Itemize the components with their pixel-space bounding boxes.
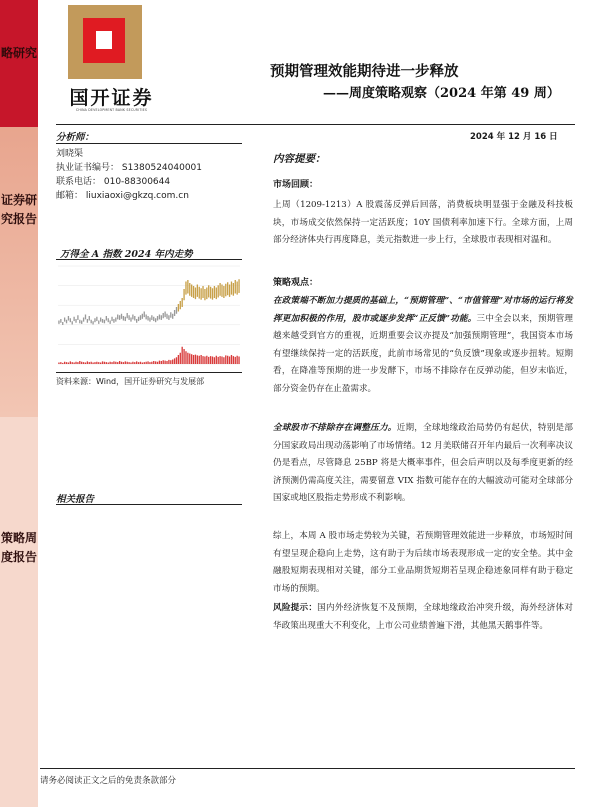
chart-mark-series-1 <box>233 283 234 296</box>
chart-mark-series-2 <box>161 361 162 364</box>
chart-mark-series-1 <box>218 285 219 297</box>
chart-mark-series-2 <box>149 362 150 364</box>
chart-mark-series-2 <box>170 360 171 364</box>
chart-source: 资料来源：Wind，国开证券研究与发展部 <box>56 377 205 386</box>
chart-mark-series-1 <box>127 313 128 318</box>
chart-mark-series-1 <box>96 317 97 321</box>
footer-disclaimer: 请务必阅读正文之后的免责条款部分 <box>40 776 177 786</box>
chart-mark-series-1 <box>176 307 177 314</box>
chart-mark-series-2 <box>157 362 158 364</box>
chart-mark-series-2 <box>136 361 137 364</box>
chart-mark-series-2 <box>187 353 188 364</box>
chart-mark-series-1 <box>75 319 76 323</box>
chart-mark-series-2 <box>83 362 84 364</box>
chart-mark-series-1 <box>208 285 209 297</box>
chart-mark-series-2 <box>119 361 120 364</box>
report-title: 预期管理效能期待进一步释放 <box>270 63 459 80</box>
chart-title: 万得全 A 指数 2024 年内走势 <box>60 249 193 260</box>
strategy-paragraph-1 <box>273 293 573 399</box>
chart-mark-series-2 <box>64 362 65 364</box>
chart-mark-series-2 <box>60 362 61 364</box>
chart-mark-series-2 <box>138 362 139 364</box>
chart-mark-series-2 <box>72 362 73 364</box>
chart-mark-series-2 <box>85 363 86 365</box>
chart-mark-series-1 <box>108 318 109 322</box>
chart-mark-series-1 <box>68 316 69 321</box>
logo-name: 国开证券 <box>69 87 154 109</box>
chart-mark-series-2 <box>109 362 110 364</box>
chart-mark-series-2 <box>185 351 186 364</box>
chart-mark-series-2 <box>155 361 156 364</box>
chart-mark-series-2 <box>151 362 152 364</box>
chart-mark-series-2 <box>238 357 239 365</box>
chart-mark-series-1 <box>140 315 141 320</box>
chart-mark-series-2 <box>68 363 69 365</box>
risk-label: 风险提示： <box>273 603 318 613</box>
chart-mark-series-2 <box>73 363 74 365</box>
chart-mark-series-1 <box>155 318 156 322</box>
chart-mark-series-1 <box>157 316 158 321</box>
chart-mark-series-1 <box>138 317 139 321</box>
chart-mark-series-1 <box>125 317 126 321</box>
chart-mark-series-1 <box>187 280 188 294</box>
chart-mark-series-2 <box>127 362 128 364</box>
chart-mark-series-2 <box>121 362 122 364</box>
chart-mark-series-1 <box>83 318 84 322</box>
chart-mark-series-1 <box>87 319 88 323</box>
chart-mark-series-2 <box>111 362 112 364</box>
chart-mark-series-1 <box>73 317 74 321</box>
chart-mark-series-2 <box>62 363 63 364</box>
chart-mark-series-2 <box>208 357 209 364</box>
chart-mark-series-1 <box>62 322 63 325</box>
report-subtitle: ——周度策略观察（2024 年第 49 周） <box>323 86 560 101</box>
chart-mark-series-1 <box>98 321 99 324</box>
chart-mark-series-2 <box>206 356 207 364</box>
sidebar-band-gradient <box>0 127 38 417</box>
chart-mark-series-2 <box>81 362 82 364</box>
chart-mark-series-1 <box>100 318 101 322</box>
chart-mark-series-1 <box>121 314 122 319</box>
chart-series-red <box>58 347 239 364</box>
chart-mark-series-2 <box>132 362 133 364</box>
chart-mark-series-1 <box>89 316 90 321</box>
chart-mark-series-1 <box>119 315 120 320</box>
report-date: 2024 年 12 月 16 日 <box>470 132 558 142</box>
chart-mark-series-2 <box>106 362 107 364</box>
chart-mark-series-1 <box>72 321 73 324</box>
chart-mark-series-1 <box>212 288 213 299</box>
chart-mark-series-2 <box>182 347 183 364</box>
chart-mark-series-2 <box>223 357 224 364</box>
strategy-p1-lead: 在政策端不断加力提质的基础上，“预期管理”、“市值管理”对市场的运行将发挥更加积极的作用，股市或逐步发挥“正反馈”功能。 <box>273 296 573 324</box>
risk-paragraph <box>273 600 573 635</box>
chart-mark-series-1 <box>189 283 190 296</box>
chart-mark-series-1 <box>159 315 160 320</box>
chart-mark-series-2 <box>216 356 217 364</box>
strategy-p1-text: 三中全会以来，预期管理越来越受到官方的重视，近期重要会议亦提及“加强预期管理”，我国资本市场有望继续保持一定的活跃度，此前市场常见的“负反馈”现象或逐步扭转。短期看，在降准等预期的进一步发酵下，市场不排除存在反弹动能，但岁末临近，部分资金仍存在止盈需求。 <box>273 313 573 394</box>
chart-mark-series-2 <box>218 357 219 364</box>
chart-mark-series-2 <box>94 362 95 364</box>
chart-mark-series-1 <box>195 288 196 300</box>
chart-mark-series-1 <box>227 282 228 295</box>
chart-mark-series-2 <box>210 356 211 364</box>
chart-mark-series-1 <box>81 321 82 324</box>
strategy-p2-lead: 全球股市不排除存在调整压力。 <box>273 423 397 433</box>
analyst-license: 执业证书编号： S1380524040001 <box>56 163 203 173</box>
chart-mark-series-2 <box>130 363 131 365</box>
strategy-label: 策略观点： <box>273 278 319 288</box>
risk-text: 国内外经济恢复不及预期，全球地缘政治冲突升级，海外经济体对华政策出现重大不利变化，上市公司业绩普遍下滑，其他黑天鹅事件等。 <box>273 603 573 631</box>
chart-mark-series-2 <box>77 362 78 364</box>
chart-mark-series-2 <box>144 362 145 364</box>
chart-mark-series-1 <box>193 286 194 298</box>
chart-mark-series-1 <box>153 317 154 321</box>
chart-bottom-divider <box>56 372 242 373</box>
chart-series-gray <box>58 279 239 325</box>
chart-mark-series-1 <box>149 318 150 322</box>
chart-mark-series-1 <box>216 288 217 300</box>
chart-mark-series-1 <box>151 315 152 320</box>
chart-mark-series-2 <box>202 356 203 364</box>
chart-mark-series-2 <box>235 357 236 364</box>
chart-mark-series-1 <box>206 288 207 300</box>
chart-mark-series-2 <box>70 361 71 364</box>
chart-mark-series-1 <box>182 298 183 307</box>
chart-mark-series-2 <box>79 361 80 364</box>
chart-mark-series-2 <box>236 356 237 364</box>
chart-mark-series-2 <box>200 355 201 364</box>
chart-mark-series-1 <box>223 286 224 298</box>
chart-mark-series-1 <box>111 317 112 321</box>
chart-mark-series-2 <box>113 361 114 364</box>
footer-divider <box>40 768 575 769</box>
chart-mark-series-2 <box>199 356 200 364</box>
chart-mark-series-1 <box>199 287 200 299</box>
chart-mark-series-2 <box>221 357 222 365</box>
chart-mark-series-1 <box>134 316 135 321</box>
chart-mark-series-2 <box>178 355 179 364</box>
analyst-name: 刘晓渠 <box>56 149 84 159</box>
chart-mark-series-2 <box>92 363 93 365</box>
chart-mark-series-1 <box>202 286 203 298</box>
logo-subtitle: CHINA DEVELOPMENT BANK SECURITIES <box>75 108 148 112</box>
chart-mark-series-2 <box>219 356 220 364</box>
chart-mark-series-1 <box>130 318 131 322</box>
chart-mark-series-1 <box>113 319 114 323</box>
chart-mark-series-1 <box>85 315 86 320</box>
chart-mark-series-1 <box>92 321 93 324</box>
chart-mark-series-2 <box>172 360 173 365</box>
content-heading: 内容提要： <box>273 153 326 165</box>
chart-mark-series-1 <box>166 314 167 319</box>
chart-mark-series-2 <box>128 362 129 364</box>
chart-mark-series-1 <box>164 312 165 318</box>
chart-mark-series-1 <box>200 288 201 299</box>
company-logo <box>65 5 158 111</box>
chart-mark-series-2 <box>140 362 141 364</box>
sidebar-band-red <box>0 0 38 127</box>
chart-mark-series-2 <box>212 357 213 365</box>
chart-mark-series-2 <box>58 363 59 365</box>
chart-mark-series-2 <box>102 361 103 364</box>
chart-mark-series-2 <box>134 362 135 364</box>
chart-mark-series-1 <box>168 315 169 320</box>
chart-mark-series-2 <box>147 361 148 364</box>
chart-mark-series-1 <box>144 312 145 318</box>
chart-mark-series-1 <box>104 320 105 324</box>
chart-mark-series-2 <box>87 361 88 364</box>
chart-mark-series-1 <box>236 282 237 295</box>
chart-mark-series-2 <box>145 362 146 364</box>
chart-mark-series-1 <box>229 285 230 297</box>
analyst-divider <box>56 143 242 144</box>
chart-mark-series-2 <box>96 362 97 364</box>
chart-mark-series-2 <box>229 357 230 365</box>
chart-mark-series-2 <box>100 363 101 365</box>
chart-mark-series-1 <box>235 280 236 294</box>
chart-mark-series-1 <box>214 286 215 298</box>
chart-mark-series-2 <box>176 357 177 364</box>
market-review-text: 上周（1209-1213）A 股震荡反弹后回落，消费板块明显强于金融及科技板块，市场成交依然保持一定活跃度；10Y 国债利率加速下行。全球方面，上周部分经济体央行再度降息，美元指数进一步上行，全球股市表现相对温和。 <box>273 200 573 246</box>
chart-mark-series-1 <box>225 284 226 297</box>
chart-mark-series-2 <box>204 357 205 365</box>
chart-mark-series-1 <box>219 283 220 296</box>
chart-mark-series-1 <box>210 287 211 299</box>
chart-mark-series-1 <box>185 282 186 295</box>
chart-mark-series-2 <box>104 362 105 364</box>
chart-mark-series-1 <box>66 320 67 324</box>
chart-mark-series-1 <box>64 318 65 322</box>
index-trend-chart <box>56 262 242 370</box>
chart-mark-series-1 <box>109 321 110 324</box>
chart-mark-series-2 <box>125 361 126 364</box>
chart-mark-series-1 <box>161 315 162 320</box>
chart-mark-series-2 <box>231 355 232 364</box>
related-divider <box>56 504 242 505</box>
chart-mark-series-1 <box>117 315 118 320</box>
chart-mark-series-1 <box>94 318 95 322</box>
sidebar-band-light <box>0 417 38 807</box>
chart-mark-series-2 <box>166 361 167 364</box>
chart-mark-series-1 <box>106 316 107 321</box>
market-review-label: 市场回顾： <box>273 180 319 190</box>
logo-mark-center <box>96 31 112 49</box>
chart-mark-series-2 <box>195 355 196 364</box>
chart-mark-series-2 <box>168 360 169 364</box>
chart-mark-series-1 <box>58 321 59 324</box>
chart-mark-series-1 <box>128 315 129 320</box>
chart-mark-series-2 <box>189 354 190 365</box>
chart-mark-series-2 <box>91 362 92 364</box>
chart-mark-series-1 <box>79 320 80 324</box>
chart-mark-series-2 <box>159 361 160 364</box>
sidebar-label-weekly-strategy: 策略周度报告 <box>0 531 37 564</box>
analyst-email: 邮箱： liuxiaoxi@gkzq.com.cn <box>56 191 189 201</box>
chart-mark-series-1 <box>145 315 146 320</box>
chart-mark-series-2 <box>180 353 181 364</box>
chart-mark-series-1 <box>132 315 133 320</box>
chart-mark-series-1 <box>231 282 232 295</box>
strategy-p2-text: 近期，全球地缘政治局势仍有起伏，特别是部分国家政局出现动荡影响了市场情绪。12 月美联储召开年内最后一次利率决议仍是看点，尽管降息 25BP 将是大概率事件，但会后声明以及每季度更新的经济预测仍需高度关注，需要留意 VIX 指数可能存在的大幅波动可能对全球部分国家或地区股指走势形成不利影响。 <box>273 423 573 504</box>
chart-mark-series-1 <box>123 316 124 321</box>
chart-title-divider <box>56 259 242 260</box>
chart-mark-series-1 <box>102 319 103 323</box>
related-reports-label: 相关报告 <box>56 494 95 505</box>
chart-mark-series-1 <box>197 285 198 297</box>
chart-mark-series-2 <box>214 357 215 364</box>
chart-mark-series-2 <box>225 355 226 364</box>
chart-mark-series-1 <box>172 314 173 319</box>
chart-mark-series-1 <box>91 320 92 324</box>
chart-mark-series-1 <box>163 313 164 318</box>
chart-mark-series-2 <box>163 360 164 364</box>
chart-mark-series-1 <box>147 316 148 321</box>
chart-mark-series-1 <box>115 318 116 322</box>
chart-mark-series-2 <box>98 362 99 364</box>
chart-mark-series-2 <box>191 354 192 364</box>
chart-mark-series-2 <box>142 363 143 365</box>
chart-mark-series-2 <box>233 356 234 364</box>
chart-mark-series-2 <box>108 363 109 365</box>
chart-mark-series-2 <box>164 361 165 364</box>
chart-mark-series-2 <box>89 362 90 364</box>
sidebar-label-strategy-research: 略研究 <box>0 46 37 60</box>
chart-mark-series-2 <box>197 355 198 364</box>
chart-mark-series-1 <box>136 319 137 323</box>
strategy-paragraph-3: 综上，本周 A 股市场走势较为关键，若预期管理效能进一步释放，市场短时间有望呈现企稳向上走势，这有助于为后续市场表现形成一定的安全垫。其中金融股短期表现相对关键，部分工业品期货短期若呈现企稳迹象同样有助于稳定市场的预期。 <box>273 531 573 594</box>
analyst-label: 分析师： <box>56 132 95 143</box>
chart-mark-series-2 <box>174 358 175 364</box>
chart-mark-series-2 <box>193 355 194 364</box>
chart-mark-series-1 <box>142 314 143 319</box>
chart-mark-series-1 <box>70 318 71 322</box>
chart-mark-series-2 <box>117 362 118 364</box>
chart-mark-series-2 <box>115 362 116 364</box>
chart-mark-series-1 <box>180 301 181 309</box>
chart-mark-series-1 <box>204 289 205 300</box>
chart-mark-series-2 <box>66 362 67 364</box>
chart-mark-series-1 <box>170 312 171 317</box>
chart-mark-series-2 <box>227 356 228 364</box>
chart-mark-series-2 <box>75 362 76 364</box>
chart-mark-series-1 <box>77 315 78 320</box>
chart-mark-series-1 <box>178 304 179 312</box>
chart-mark-series-1 <box>174 310 175 316</box>
chart-mark-series-1 <box>221 285 222 297</box>
strategy-paragraph-2 <box>273 420 573 508</box>
chart-mark-series-1 <box>191 285 192 297</box>
chart-mark-series-2 <box>123 362 124 364</box>
sidebar-label-securities-report: 证券研究报告 <box>0 193 37 226</box>
chart-mark-series-1 <box>183 289 184 300</box>
chart-mark-series-2 <box>153 361 154 364</box>
analyst-phone: 联系电话： 010-88300644 <box>56 177 171 187</box>
chart-mark-series-1 <box>238 279 239 293</box>
header-divider <box>56 124 575 125</box>
chart-mark-series-1 <box>60 319 61 323</box>
chart-mark-series-2 <box>183 349 184 364</box>
